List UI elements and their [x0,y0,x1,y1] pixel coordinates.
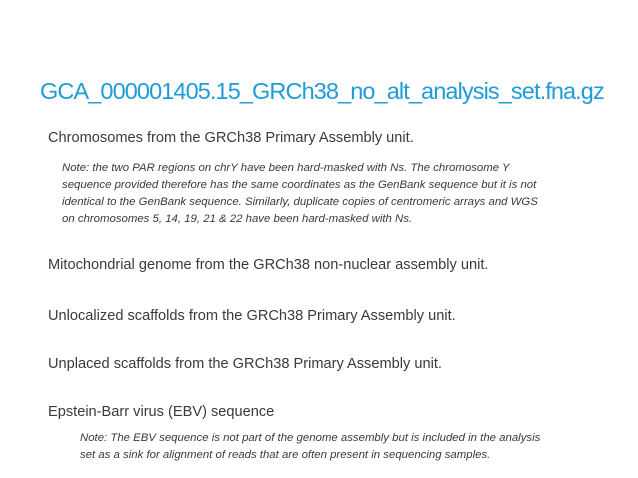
bullet-chromosomes: Chromosomes from the GRCh38 Primary Assembly unit. [48,130,414,146]
bullet-unplaced: Unplaced scaffolds from the GRCh38 Primary Assembly unit. [48,356,442,372]
note-line: on chromosomes 5, 14, 19, 21 & 22 have been hard-masked with Ns. [62,213,413,225]
bullet-ebv: Epstein-Barr virus (EBV) sequence [48,404,275,420]
slide-title: GCA_000001405.15_GRCh38_no_alt_analysis_set.fna.gz [40,78,604,104]
note-line: set as a sink for alignment of reads that are often present in sequencing samples. [80,449,491,461]
note-line: Note: the two PAR regions on chrY have been hard-masked with Ns. The chromosome Y [62,162,510,174]
note-line: Note: The EBV sequence is not part of the genome assembly but is included in the analysis [80,432,541,444]
note-par-regions [62,160,538,228]
bullet-unlocalized: Unlocalized scaffolds from the GRCh38 Primary Assembly unit. [48,308,456,324]
bullet-mitochondrial: Mitochondrial genome from the GRCh38 non-nuclear assembly unit. [48,257,489,273]
note-ebv [80,430,540,464]
note-line: identical to the GenBank sequence. Similarly, duplicate copies of centromeric arrays and WGS [62,196,538,208]
note-line: sequence provided therefore has the same coordinates as the GenBank sequence but it is not [62,179,537,191]
